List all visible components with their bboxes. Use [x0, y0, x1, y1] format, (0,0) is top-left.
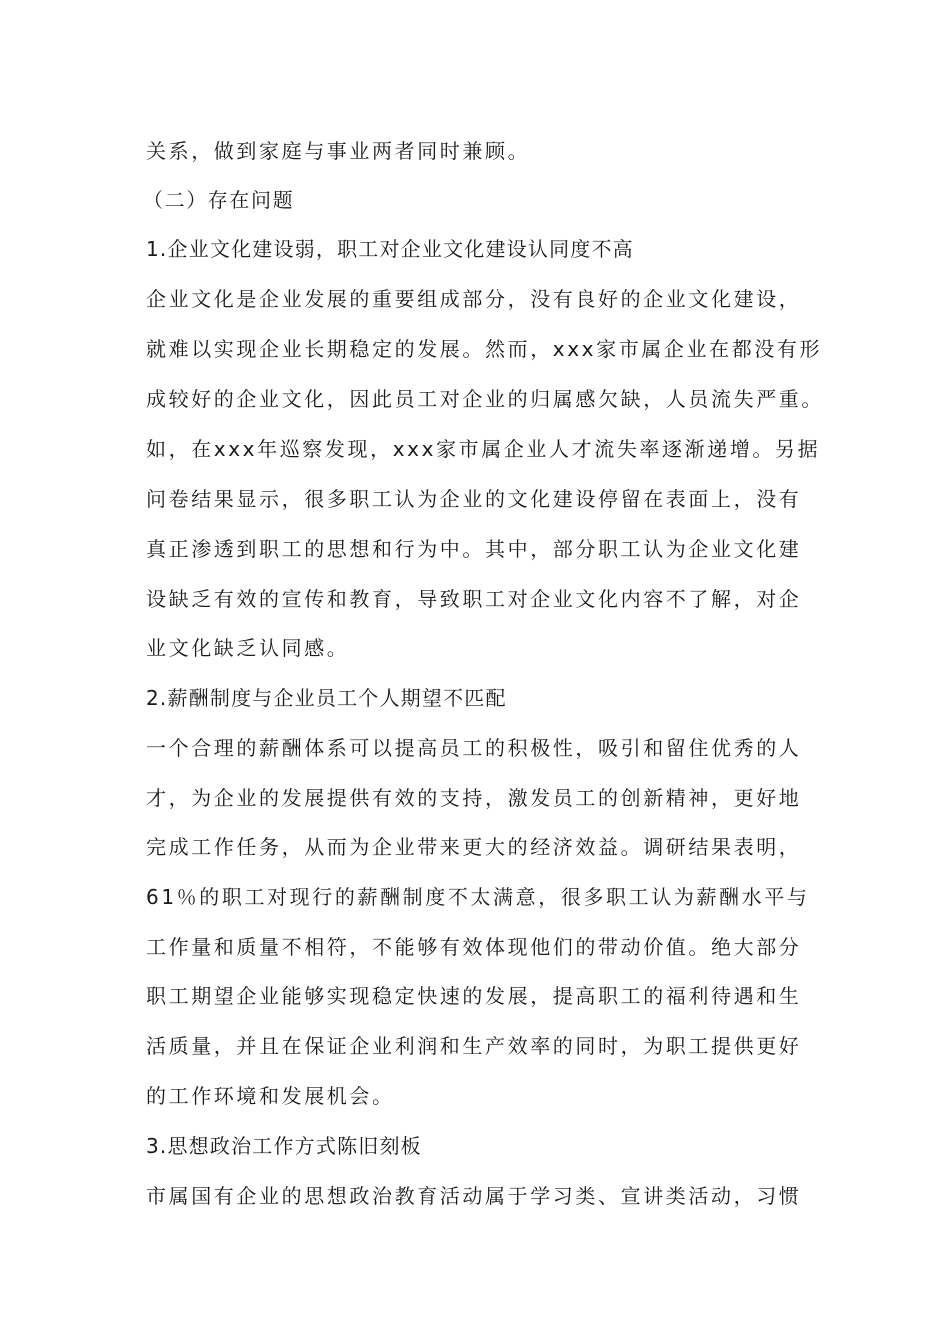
body-text-line: 完成工作任务，从而为企业带来更大的经济效益。调研结果表明，: [146, 835, 802, 859]
body-text-line: 61％的职工对现行的薪酬制度不太满意，很多职工认为薪酬水平与: [146, 885, 810, 909]
section-subtitle: （二）存在问题: [143, 188, 295, 212]
body-text-line: 的工作环境和发展机会。: [146, 1084, 395, 1108]
body-text-line: 职工期望企业能够实现稳定快速的发展，提高职工的福利待遇和生: [146, 984, 802, 1008]
body-text-line: 工作量和质量不相符，不能够有效体现他们的带动价值。绝大部分: [146, 935, 802, 959]
body-text-line: 业文化缺乏认同感。: [146, 636, 350, 660]
body-text-line: 一个合理的薪酬体系可以提高员工的积极性，吸引和留住优秀的人: [146, 736, 802, 760]
section-heading-3: 3.思想政治工作方式陈旧刻板: [146, 1134, 422, 1158]
body-text-line: 问卷结果显示，很多职工认为企业的文化建设停留在表面上，没有: [146, 487, 802, 511]
section-heading-1: 1.企业文化建设弱，职工对企业文化建设认同度不高: [146, 237, 634, 261]
body-text-line: 成较好的企业文化，因此员工对企业的归属感欠缺，人员流失严重。: [146, 387, 824, 411]
section-heading-2: 2.薪酬制度与企业员工个人期望不匹配: [146, 686, 507, 710]
body-text-line: 企业文化是企业发展的重要组成部分，没有良好的企业文化建设，: [146, 287, 802, 311]
body-text-line: 如，在xxx年巡察发现，xxx家市属企业人才流失率逐渐递增。另据: [146, 437, 821, 461]
body-text-line: 市属国有企业的思想政治教育活动属于学习类、宣讲类活动，习惯: [146, 1184, 802, 1208]
body-text-line: 关系，做到家庭与事业两者同时兼顾。: [146, 139, 531, 163]
body-text-line: 就难以实现企业长期稳定的发展。然而，xxx家市属企业在都没有形: [146, 337, 823, 361]
body-text-line: 设缺乏有效的宣传和教育，导致职工对企业文化内容不了解，对企: [146, 587, 802, 611]
body-text-line: 才，为企业的发展提供有效的支持，激发员工的创新精神，更好地: [146, 786, 802, 810]
body-text-line: 活质量，并且在保证企业利润和生产效率的同时，为职工提供更好: [146, 1034, 802, 1058]
body-text-line: 真正渗透到职工的思想和行为中。其中，部分职工认为企业文化建: [146, 537, 802, 561]
